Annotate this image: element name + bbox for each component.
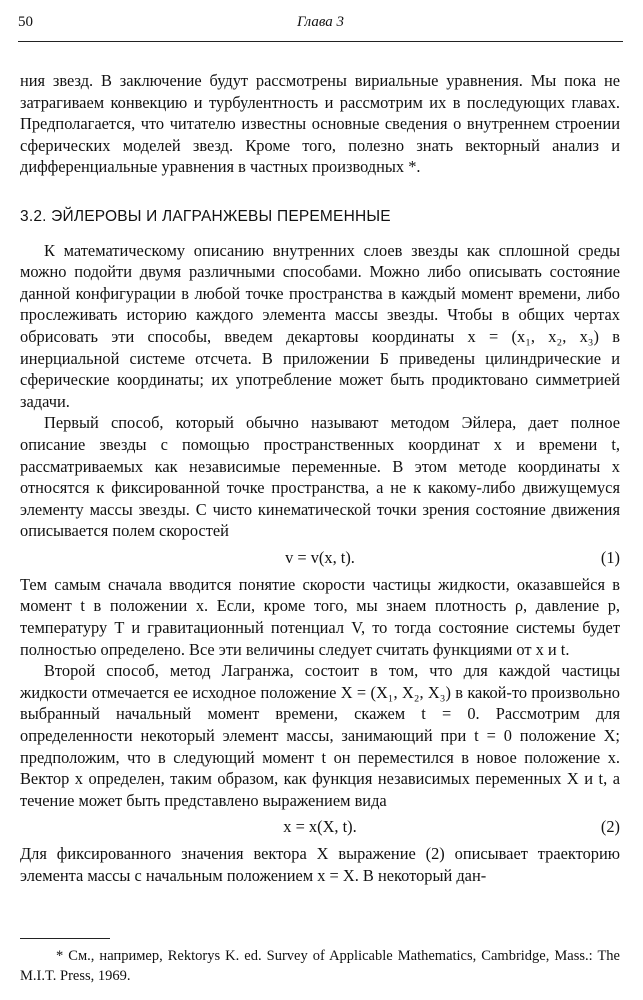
footnote-rule [20, 938, 110, 939]
paragraph-2: Первый способ, который обычно называют методом Эйлера, дает полное описание звезды с помощью пространственных координат x и времени t, рассматриваемых как независимые переменные. В этом методе координаты x относятся к фиксированной точке пространства, а не к какому-либо движущемуся элементу массы звезды. С чисто кинематической точки зрения состояние движения описывается полем скоростей [20, 413, 620, 541]
paragraph-1: К математическому описанию внутренних слоев звезды как сплошной среды можно подойти двумя различными способами. Можно либо описывать состояние данной конфигурации в любой точке пространства в каждый момент времени, либо прослеживать историю каждого элемента массы звезды. Чтобы в общих чертах обрисовать эти способы, введем декартовы координаты x = (x₁, x₂, x₃) в инерциальной системе отсчета. В приложении Б приведены цилиндрические и сферические координаты; их употребление может быть продиктовано симметрией задачи. [20, 240, 620, 411]
footnote [20, 946, 620, 986]
equation-1-formula: v = v(x, t). [285, 547, 355, 567]
page-number: 50 [18, 14, 33, 30]
equation-2-number: (2) [600, 817, 620, 837]
paragraph-4: Второй способ, метод Лагранжа, состоит в том, что для каждой частицы жидкости отмечается ее исходное положение X = (X₁, X₂, X₃) в какой-то произвольно выбранный начальный момент времени, скажем t = 0. Рассмотрим для определенности некоторый элемент массы, занимающий при t = 0 положение X; предположим, что в следующий момент t он переместился в новое положение x. Вектор x определен, таким образом, как функция независимых переменных X и t, а течение может быть представлено выражением вида [20, 661, 620, 810]
equation-2-formula: x = x(X, t). [283, 817, 357, 837]
paragraph-3: Тем самым сначала вводится понятие скорости частицы жидкости, оказавшейся в момент t в положении x. Если, кроме того, мы знаем плотность ρ, давление p, температуру T и гравитационный потенциал V, то тогда состояние системы будет полностью определено. Все эти величины следует считать функциями от x и t. [20, 574, 620, 659]
equation-1 [20, 542, 620, 574]
equation-1-number: (1) [600, 547, 620, 567]
header-rule [18, 41, 623, 42]
paragraph-intro: ния звезд. В заключение будут рассмотрены вириальные уравнения. Мы пока не затрагиваем конвекцию и турбулентность и рассмотрим их в последующих главах. Предполагается, что читателю известны основные сведения о внутреннем строении сферических моделей звезд. Кроме того, полезно знать векторный анализ и дифференциальные уравнения в частных производных *. [20, 71, 620, 177]
running-header [18, 14, 623, 36]
chapter-title: Глава 3 [296, 14, 345, 30]
footnote-text: * См., например, Rektorys K. ed. Survey of Applicable Mathematics, Cambridge, Mass.: The M.I.T. Press, 1969. [20, 948, 620, 984]
paragraph-5: Для фиксированного значения вектора X выражение (2) описывает траекторию элемента массы с начальным положением x = X. В некоторый дан- [20, 844, 620, 885]
equation-2 [20, 811, 620, 843]
main-text [20, 70, 620, 887]
section-heading: 3.2. ЭЙЛЕРОВЫ И ЛАГРАНЖЕВЫ ПЕРЕМЕННЫЕ [20, 207, 391, 225]
